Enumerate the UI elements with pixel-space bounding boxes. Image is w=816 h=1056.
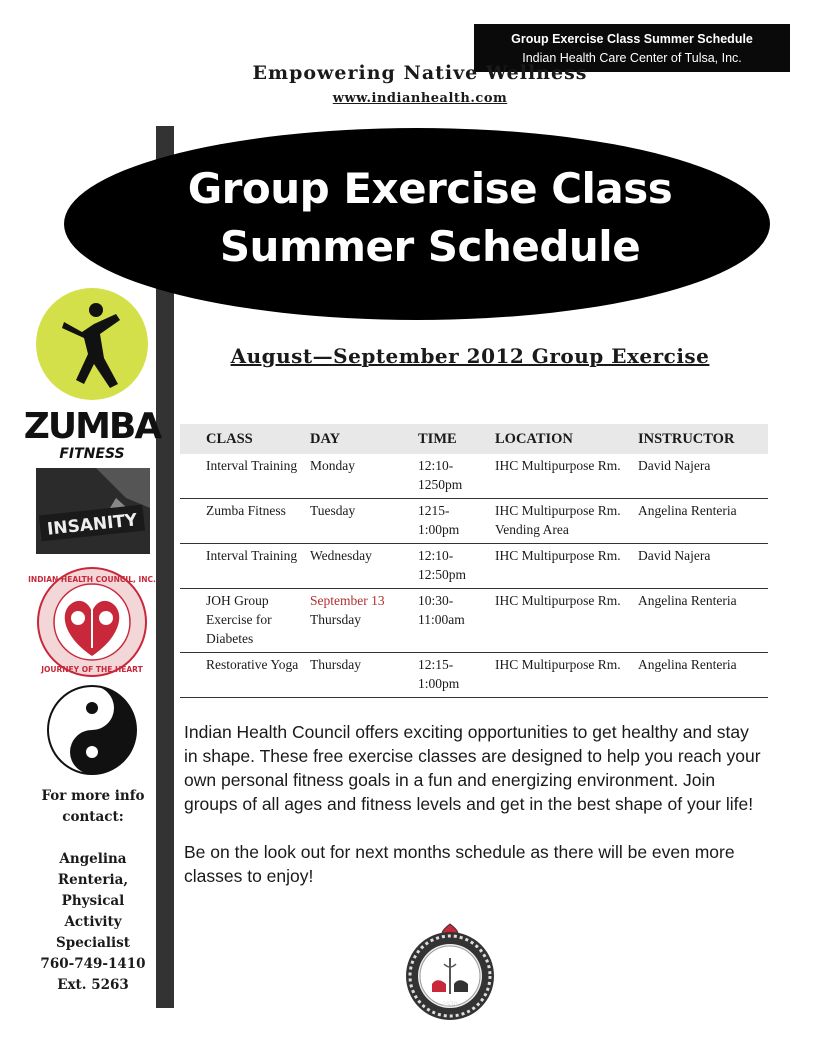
cell-instructor: Angelina Renteria — [634, 499, 768, 544]
cell-instructor: David Najera — [634, 544, 768, 589]
cell-day-weekday: Thursday — [310, 612, 361, 627]
cell-day: Tuesday — [306, 499, 414, 544]
contact-phone[interactable]: 760-749-1410 — [40, 956, 146, 972]
contact-title: Specialist — [56, 935, 130, 951]
cell-location: IHC Multipurpose Rm. — [491, 653, 634, 698]
insanity-logo — [36, 468, 150, 554]
cell-day — [306, 589, 414, 653]
contact-title: Activity — [64, 914, 122, 930]
cell-location: IHC Multipurpose Rm. — [491, 454, 634, 499]
cell-day: Wednesday — [306, 544, 414, 589]
page-title — [120, 160, 740, 276]
cell-location: IHC Multipurpose Rm. — [491, 544, 634, 589]
table-row — [180, 653, 768, 698]
schedule-table — [180, 424, 768, 698]
cell-day: Thursday — [306, 653, 414, 698]
cell-instructor: David Najera — [634, 454, 768, 499]
page-title-line1: Group Exercise Class — [187, 164, 673, 213]
col-header-day: DAY — [306, 424, 414, 454]
contact-extension: Ext. 5263 — [57, 977, 129, 993]
contact-title: Physical — [61, 893, 125, 909]
cell-location: IHC Multipurpose Rm. Vending Area — [491, 499, 634, 544]
contact-heading: For more info — [41, 788, 145, 804]
table-row — [180, 454, 768, 499]
ihc-seal-logo — [402, 922, 498, 1022]
cell-class: Zumba Fitness — [180, 499, 306, 544]
svg-text:FITNESS: FITNESS — [59, 446, 125, 462]
col-header-time: TIME — [414, 424, 491, 454]
col-header-instructor: INSTRUCTOR — [634, 424, 768, 454]
cell-time: 1215-1:00pm — [414, 499, 491, 544]
description-text — [184, 720, 764, 912]
cell-time: 12:15-1:00pm — [414, 653, 491, 698]
cell-class: Interval Training — [180, 544, 306, 589]
cell-time: 10:30-11:00am — [414, 589, 491, 653]
contact-info — [30, 786, 156, 996]
yin-yang-icon — [46, 684, 138, 776]
schedule-subtitle: August—September 2012 Group Exercise — [230, 344, 710, 368]
col-header-class: CLASS — [180, 424, 306, 454]
table-row — [180, 499, 768, 544]
cell-time: 12:10-1250pm — [414, 454, 491, 499]
cell-day: Monday — [306, 454, 414, 499]
table-header-row — [180, 424, 768, 454]
website-link[interactable]: www.indianhealth.com — [332, 91, 508, 106]
svg-text:ZUMBA: ZUMBA — [23, 406, 161, 447]
contact-heading: contact: — [62, 809, 124, 825]
svg-text:1970: 1970 — [442, 1001, 458, 1008]
cell-day-date: September 13 — [310, 593, 385, 608]
zumba-fitness-logo — [23, 288, 161, 466]
tagline: Empowering Native Wellness — [252, 62, 588, 84]
table-row — [180, 589, 768, 653]
cell-class: JOH Group Exercise for Diabetes — [180, 589, 306, 653]
cell-instructor: Angelina Renteria — [634, 653, 768, 698]
cell-class: Interval Training — [180, 454, 306, 499]
cell-location: IHC Multipurpose Rm. — [491, 589, 634, 653]
description-paragraph: Indian Health Council offers exciting opportunities to get healthy and stay in shape. These free exercise classes are designed to help you reach your own personal fitness goals in a fun and energizing environment. Join groups of all ages and fitness levels and get in the best shape of your life! — [184, 722, 761, 814]
page-title-line2: Summer Schedule — [219, 222, 641, 271]
header-box-title: Group Exercise Class Summer Schedule — [511, 32, 753, 46]
cell-time: 12:10-12:50pm — [414, 544, 491, 589]
table-row — [180, 544, 768, 589]
description-paragraph: Be on the look out for next months schedule as there will be even more classes to enjoy! — [184, 842, 735, 886]
col-header-location: LOCATION — [491, 424, 634, 454]
header-box-org: Indian Health Care Center of Tulsa, Inc. — [522, 51, 742, 65]
contact-name: Renteria, — [57, 872, 129, 888]
cell-instructor: Angelina Renteria — [634, 589, 768, 653]
ihc-journey-logo — [28, 566, 156, 678]
contact-name: Angelina — [59, 851, 127, 867]
svg-text:INDIAN HEALTH COUNCIL, INC.: INDIAN HEALTH COUNCIL, INC. — [28, 575, 156, 584]
svg-text:INSANITY: INSANITY — [46, 510, 139, 540]
svg-text:JOURNEY OF THE HEART: JOURNEY OF THE HEART — [41, 665, 143, 674]
cell-class: Restorative Yoga — [180, 653, 306, 698]
